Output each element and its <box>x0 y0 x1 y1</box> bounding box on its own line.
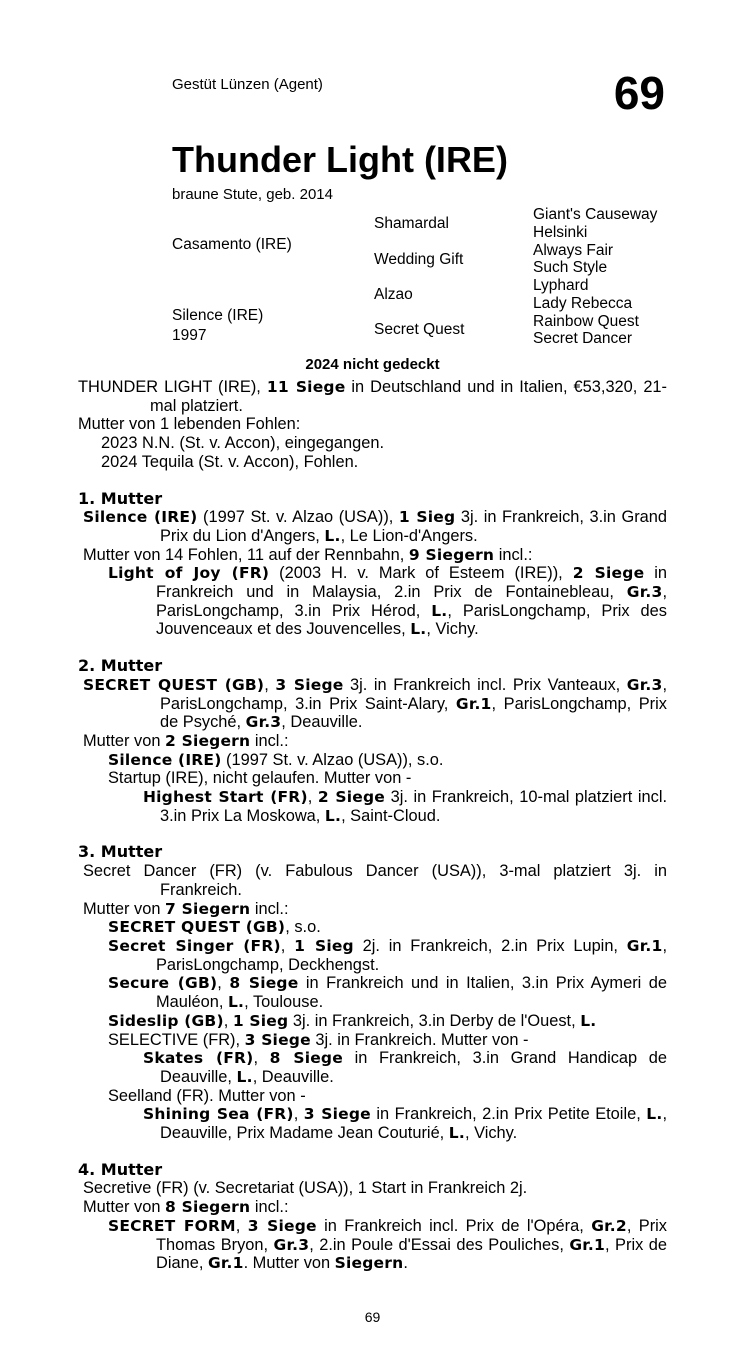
text-segment: (2003 H. v. Mark of Esteem (IRE)), <box>269 564 573 583</box>
bold-text: 1 Sieg <box>398 508 456 527</box>
text-segment: , Saint-Cloud. <box>341 806 441 825</box>
page-number: 69 <box>364 1309 381 1325</box>
section-gap <box>78 825 667 843</box>
paragraph <box>83 900 667 919</box>
paragraph <box>78 843 667 862</box>
bold-text: Gr.1 <box>207 1254 244 1273</box>
text-segment: Mutter von <box>83 1198 165 1217</box>
text-segment: , ParisLongchamp, 3.in Prix Hérod, <box>156 583 667 620</box>
text-segment: , Vichy. <box>426 620 479 639</box>
bold-text: L. <box>580 1011 597 1030</box>
text-segment: 3j. in Frankreich. Mutter von - <box>310 1030 529 1049</box>
pedigree-sire-dam: Wedding Gift <box>374 251 464 268</box>
bold-text: L. <box>227 993 245 1012</box>
pedigree-g4: Such Style <box>533 259 608 276</box>
bold-text: Shining Sea (FR) <box>143 1105 294 1124</box>
text-segment: . Mutter von <box>243 1254 335 1273</box>
paragraph <box>143 1105 667 1142</box>
text-segment: in Frankreich incl. Prix de l'Opéra, <box>316 1216 592 1235</box>
text-segment: Mutter von <box>83 899 165 918</box>
bold-text: Highest Start (FR) <box>143 788 308 807</box>
text-segment: , <box>307 788 318 807</box>
text-segment: 2023 N.N. (St. v. Accon), eingegangen. <box>101 434 385 453</box>
text-segment: , Toulouse. <box>244 993 324 1012</box>
paragraph <box>78 657 667 676</box>
text-segment: incl.: <box>250 899 289 918</box>
text-segment: 3j. in Frankreich, 3.in Derby de l'Ouest, <box>288 1011 581 1030</box>
text-segment: incl.: <box>250 1198 289 1217</box>
bold-text: 8 Siege <box>269 1049 343 1068</box>
paragraph <box>83 1198 667 1217</box>
bold-text: Sideslip (GB) <box>108 1011 224 1030</box>
bold-text: Gr.3 <box>626 675 663 694</box>
text-segment: , Prix Thomas Bryon, <box>156 1216 668 1254</box>
bold-text: L. <box>410 620 427 639</box>
pedigree-g7: Rainbow Quest <box>533 313 639 330</box>
bold-text: Siegern <box>334 1254 404 1273</box>
text-segment: , Prix de Diane, <box>156 1235 667 1273</box>
text-segment: Mutter von 1 lebenden Fohlen: <box>78 415 301 434</box>
bold-text: Secret Singer (FR) <box>108 936 281 955</box>
paragraph <box>108 751 667 770</box>
consignor: Gestüt Lünzen (Agent) <box>172 76 323 93</box>
paragraph <box>108 1031 667 1050</box>
pedigree-g6: Lady Rebecca <box>533 295 633 312</box>
text-segment: , <box>280 936 295 955</box>
bold-text: L. <box>324 806 342 825</box>
text-segment: Mutter von <box>83 731 165 750</box>
text-segment: , <box>217 974 230 993</box>
pedigree-g8: Secret Dancer <box>533 330 633 347</box>
text-segment: incl.: <box>250 731 289 750</box>
paragraph <box>108 1087 667 1106</box>
paragraph <box>78 1161 667 1180</box>
text-segment: 2024 Tequila (St. v. Accon), Fohlen. <box>101 452 359 471</box>
bold-text: Gr.1 <box>626 936 663 955</box>
section-heading: 3. Mutter <box>78 842 163 862</box>
paragraph <box>101 453 667 472</box>
bold-text: Secure (GB) <box>108 974 218 993</box>
bold-text: L. <box>236 1067 253 1086</box>
section-gap <box>78 1143 667 1161</box>
catalogue-text <box>78 378 667 1273</box>
section-gap <box>78 472 667 490</box>
bold-text: 2 Siege <box>317 788 386 807</box>
pedigree-dam-sire: Alzao <box>374 286 413 303</box>
text-segment: , <box>223 1011 233 1030</box>
paragraph <box>83 732 667 751</box>
text-segment: 3j. in Frankreich incl. Prix Vanteaux, <box>343 675 627 694</box>
pedigree-sire: Casamento (IRE) <box>172 236 292 253</box>
bold-text: 11 Siege <box>266 378 346 396</box>
pedigree-dam-dam: Secret Quest <box>374 321 465 338</box>
section-heading: 1. Mutter <box>78 488 163 508</box>
paragraph <box>101 434 667 453</box>
text-segment: , ParisLongchamp, Prix des Jouvenceaux et des Jouvencelles, <box>156 601 667 639</box>
paragraph <box>83 508 667 545</box>
horse-description: braune Stute, geb. 2014 <box>172 186 333 203</box>
paragraph <box>108 974 667 1011</box>
text-segment: , Le Lion-d'Angers. <box>340 526 478 545</box>
bold-text: Silence (IRE) <box>83 508 198 527</box>
cover-status: 2024 nicht gedeckt <box>305 356 440 373</box>
section-heading: 2. Mutter <box>78 656 163 676</box>
bold-text: 7 Siegern <box>165 899 251 918</box>
bold-text: L. <box>431 601 448 620</box>
text-segment: SELECTIVE (FR), <box>108 1030 245 1049</box>
text-segment: , Vichy. <box>464 1124 518 1143</box>
bold-text: Gr.3 <box>626 583 663 602</box>
text-segment: in Frankreich und in Malaysia, 2.in Prix de Fontainebleau, <box>156 564 668 602</box>
paragraph <box>143 788 667 825</box>
text-segment: in Frankreich, 2.in Prix Petite Etoile, <box>370 1105 647 1124</box>
bold-text: L. <box>448 1124 465 1143</box>
text-segment: Startup (IRE), nicht gelaufen. Mutter von - <box>108 769 412 788</box>
horse-name: Thunder Light (IRE) <box>172 139 508 180</box>
section-gap <box>78 639 667 657</box>
bold-text: Light of Joy (FR) <box>108 564 270 583</box>
bold-text: 8 Siege <box>229 974 299 993</box>
text-segment: , <box>235 1216 248 1235</box>
text-segment: , <box>264 675 276 694</box>
paragraph <box>83 862 667 899</box>
bold-text: 3 Siege <box>244 1030 311 1049</box>
text-segment: (1997 St. v. Alzao (USA)), <box>197 508 399 527</box>
text-segment: Secretive (FR) (v. Secretariat (USA)), 1 Start in Frankreich 2j. <box>83 1179 528 1198</box>
bold-text: Gr.1 <box>569 1235 606 1254</box>
bold-text: Skates (FR) <box>143 1049 254 1068</box>
pedigree-g3: Always Fair <box>533 242 614 259</box>
bold-text: SECRET QUEST (GB) <box>83 675 265 694</box>
text-segment: , ParisLongchamp, Prix de Psyché, <box>160 694 667 732</box>
pedigree-dam-year: 1997 <box>172 327 207 344</box>
bold-text: 8 Siegern <box>165 1198 251 1217</box>
text-segment: Seelland (FR). Mutter von - <box>108 1086 306 1105</box>
bold-text: Gr.1 <box>455 694 492 713</box>
text-segment: 2j. in Frankreich, 2.in Prix Lupin, <box>353 936 627 955</box>
paragraph <box>108 1217 667 1273</box>
bold-text: Gr.2 <box>591 1216 627 1235</box>
paragraph <box>83 1179 667 1198</box>
pedigree-g5: Lyphard <box>533 277 589 294</box>
text-segment: , <box>253 1049 270 1068</box>
bold-text: 3 Siege <box>303 1105 371 1124</box>
text-segment: , <box>293 1105 304 1124</box>
bold-text: 3 Siege <box>247 1216 317 1235</box>
bold-text: SECRET FORM <box>108 1216 236 1235</box>
pedigree-dam: Silence (IRE) <box>172 307 264 324</box>
text-segment: , ParisLongchamp, Deckhengst. <box>156 936 667 974</box>
text-segment: Secret Dancer (FR) (v. Fabulous Dancer (USA)), 3-mal platziert 3j. in Frankreich. <box>83 862 667 899</box>
text-segment: incl.: <box>494 545 533 564</box>
bold-text: 1 Sieg <box>232 1011 289 1030</box>
text-segment: , Deauville, Prix Madame Jean Couturié, <box>160 1105 667 1143</box>
text-segment: 3j. in Frankreich, 10-mal platziert incl. 3.in Prix La Moskowa, <box>160 788 668 825</box>
text-segment: in Frankreich, 3.in Grand Handicap de Deauville, <box>160 1049 668 1086</box>
text-segment: , Deauville. <box>252 1067 334 1086</box>
paragraph <box>143 1049 667 1086</box>
paragraph <box>108 1012 667 1031</box>
text-segment: 3j. in Frankreich, 3.in Grand Prix du Lion d'Angers, <box>160 508 668 545</box>
lot-number: 69 <box>613 67 665 119</box>
text-segment: in Frankreich und in Italien, 3.in Prix Aymeri de Mauléon, <box>156 974 667 1012</box>
text-segment: , Deauville. <box>281 713 363 732</box>
paragraph <box>78 378 667 415</box>
bold-text: Gr.3 <box>273 1235 310 1254</box>
bold-text: 1 Sieg <box>294 936 354 955</box>
text-segment: , ParisLongchamp, 3.in Prix Saint-Alary, <box>160 675 667 713</box>
paragraph <box>108 918 667 937</box>
paragraph <box>83 676 667 732</box>
bold-text: 3 Siege <box>275 675 344 694</box>
text-segment: Mutter von 14 Fohlen, 11 auf der Rennbahn, <box>83 545 409 564</box>
text-segment: THUNDER LIGHT (IRE), <box>78 378 267 396</box>
bold-text: SECRET QUEST (GB) <box>108 918 286 937</box>
pedigree-g1: Giant's Causeway <box>533 206 658 223</box>
paragraph <box>108 564 667 639</box>
paragraph <box>108 937 667 974</box>
text-segment: , 2.in Poule d'Essai des Pouliches, <box>309 1235 570 1254</box>
text-segment: , s.o. <box>285 918 321 937</box>
paragraph <box>83 546 667 565</box>
bold-text: 9 Siegern <box>408 545 495 564</box>
text-segment: (1997 St. v. Alzao (USA)), s.o. <box>221 750 444 769</box>
pedigree-sire-sire: Shamardal <box>374 215 449 232</box>
bold-text: Gr.3 <box>245 713 282 732</box>
text-segment: . <box>403 1254 408 1273</box>
bold-text: 2 Siege <box>572 564 645 583</box>
paragraph <box>78 415 667 434</box>
bold-text: L. <box>646 1105 663 1124</box>
pedigree-g2: Helsinki <box>533 224 588 241</box>
paragraph <box>108 769 667 788</box>
bold-text: L. <box>324 526 341 545</box>
section-heading: 4. Mutter <box>78 1159 163 1179</box>
bold-text: Silence (IRE) <box>108 750 222 769</box>
paragraph <box>78 490 667 509</box>
bold-text: 2 Siegern <box>165 731 251 750</box>
text-segment: in Deutschland und in Italien, €53,320, 21-mal platziert. <box>150 378 668 415</box>
